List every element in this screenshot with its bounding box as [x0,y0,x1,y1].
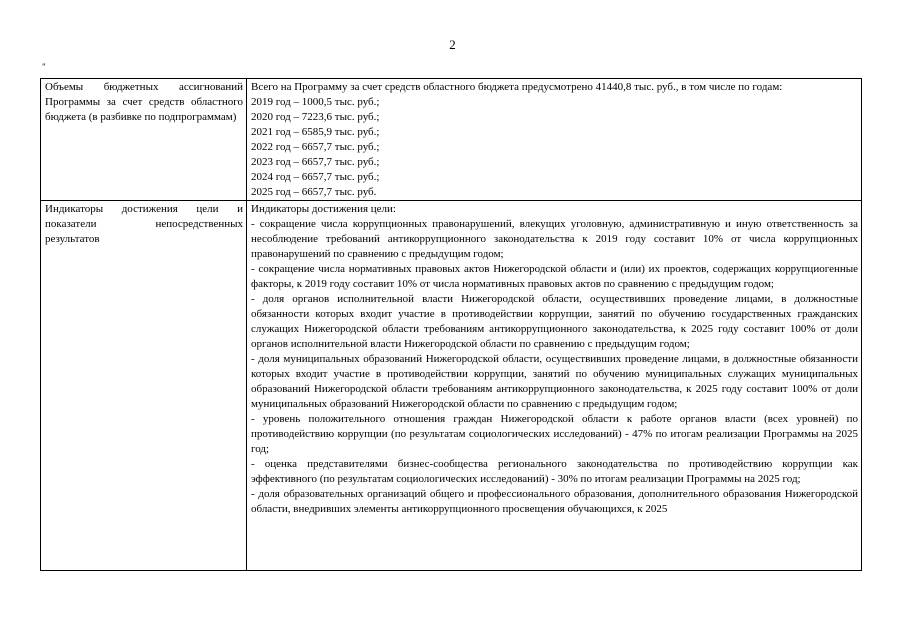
program-passport-table [40,78,862,571]
page-number: 2 [449,37,456,52]
budget-year-line: 2020 год – 7223,6 тыс. руб.; [251,111,380,123]
table-row-indicators [41,201,862,571]
indicators-label-cell [41,201,247,571]
budget-label-cell [41,79,247,201]
indicator-item: - доля образовательных организаций общего и профессионального образования, дополнительного образования Нижегородской области, внедривших элементы антикоррупционного просвещения обучающихся, к 2025 [251,488,858,515]
table-row-budget [41,79,862,201]
indicators-label: Индикаторы достижения цели и показатели непосредственных результатов [45,203,243,245]
indicators-heading: Индикаторы достижения цели: [251,203,396,215]
budget-year-line: 2025 год – 6657,7 тыс. руб. [251,186,377,198]
budget-year-line: 2021 год – 6585,9 тыс. руб.; [251,126,380,138]
indicators-content-cell [247,201,862,571]
indicator-item: - сокращение числа нормативных правовых актов Нижегородской области и (или) их проектов, содержащих коррупциогенные факторы, к 2019 году составит 10% от числа нормативных правовых актов по сравнению с предыдущим годом; [251,263,858,290]
indicator-item: - уровень положительного отношения граждан Нижегородской области к работе органов власти (всех уровней) по противодействию коррупции (по результатам социологических исследований) - 47% по итогам реализации Программы на 2025 год; [251,413,858,455]
budget-intro: Всего на Программу за счет средств областного бюджета предусмотрено 41440,8 тыс. руб., в том числе по годам: [251,81,783,93]
budget-content-cell [247,79,862,201]
budget-year-line: 2022 год – 6657,7 тыс. руб.; [251,141,380,153]
indicator-item: - доля муниципальных образований Нижегородской области, осуществивших проведение лицами, в должностные обязанности которых входит участие в противодействии коррупции, занятий по обучению муниципальных служащих муниципальных образований Нижегородской области требованиям антикоррупционного законодательства, к 2025 году составит 100% от доли муниципальных образований Нижегородской области по сравнению с предыдущим годом; [251,353,858,410]
indicator-item: - оценка представителями бизнес-сообщества регионального законодательства по противодействию коррупции как эффективного (по результатам социологических исследований) - 30% по итогам реализации Программы на 2025 год; [251,458,858,485]
budget-year-line: 2024 год – 6657,7 тыс. руб.; [251,171,380,183]
indicator-item: - сокращение числа коррупционных правонарушений, влекущих уголовную, административную и иную ответственность за несоблюдение требований антикоррупционного законодательства к 2019 году составит 10% от числа коррупционных правонарушений по сравнению с предыдущим годом; [251,218,858,260]
indicator-item: - доля органов исполнительной власти Нижегородской области, осуществивших проведение лицами, в должностные обязанности которых входит участие в противодействии коррупции, занятий по обучению государственных гражданских служащих Нижегородской области требованиям антикоррупционного законодательства, к 2025 году составит 100% от доли органов исполнительной власти Нижегородской области по сравнению с предыдущим годом; [251,293,858,350]
budget-year-line: 2019 год – 1000,5 тыс. руб.; [251,96,380,108]
budget-label: Объемы бюджетных ассигнований Программы за счет средств областного бюджета (в разбивке по подпрограммам) [45,81,243,123]
quote-mark: " [42,62,46,72]
budget-year-line: 2023 год – 6657,7 тыс. руб.; [251,156,380,168]
